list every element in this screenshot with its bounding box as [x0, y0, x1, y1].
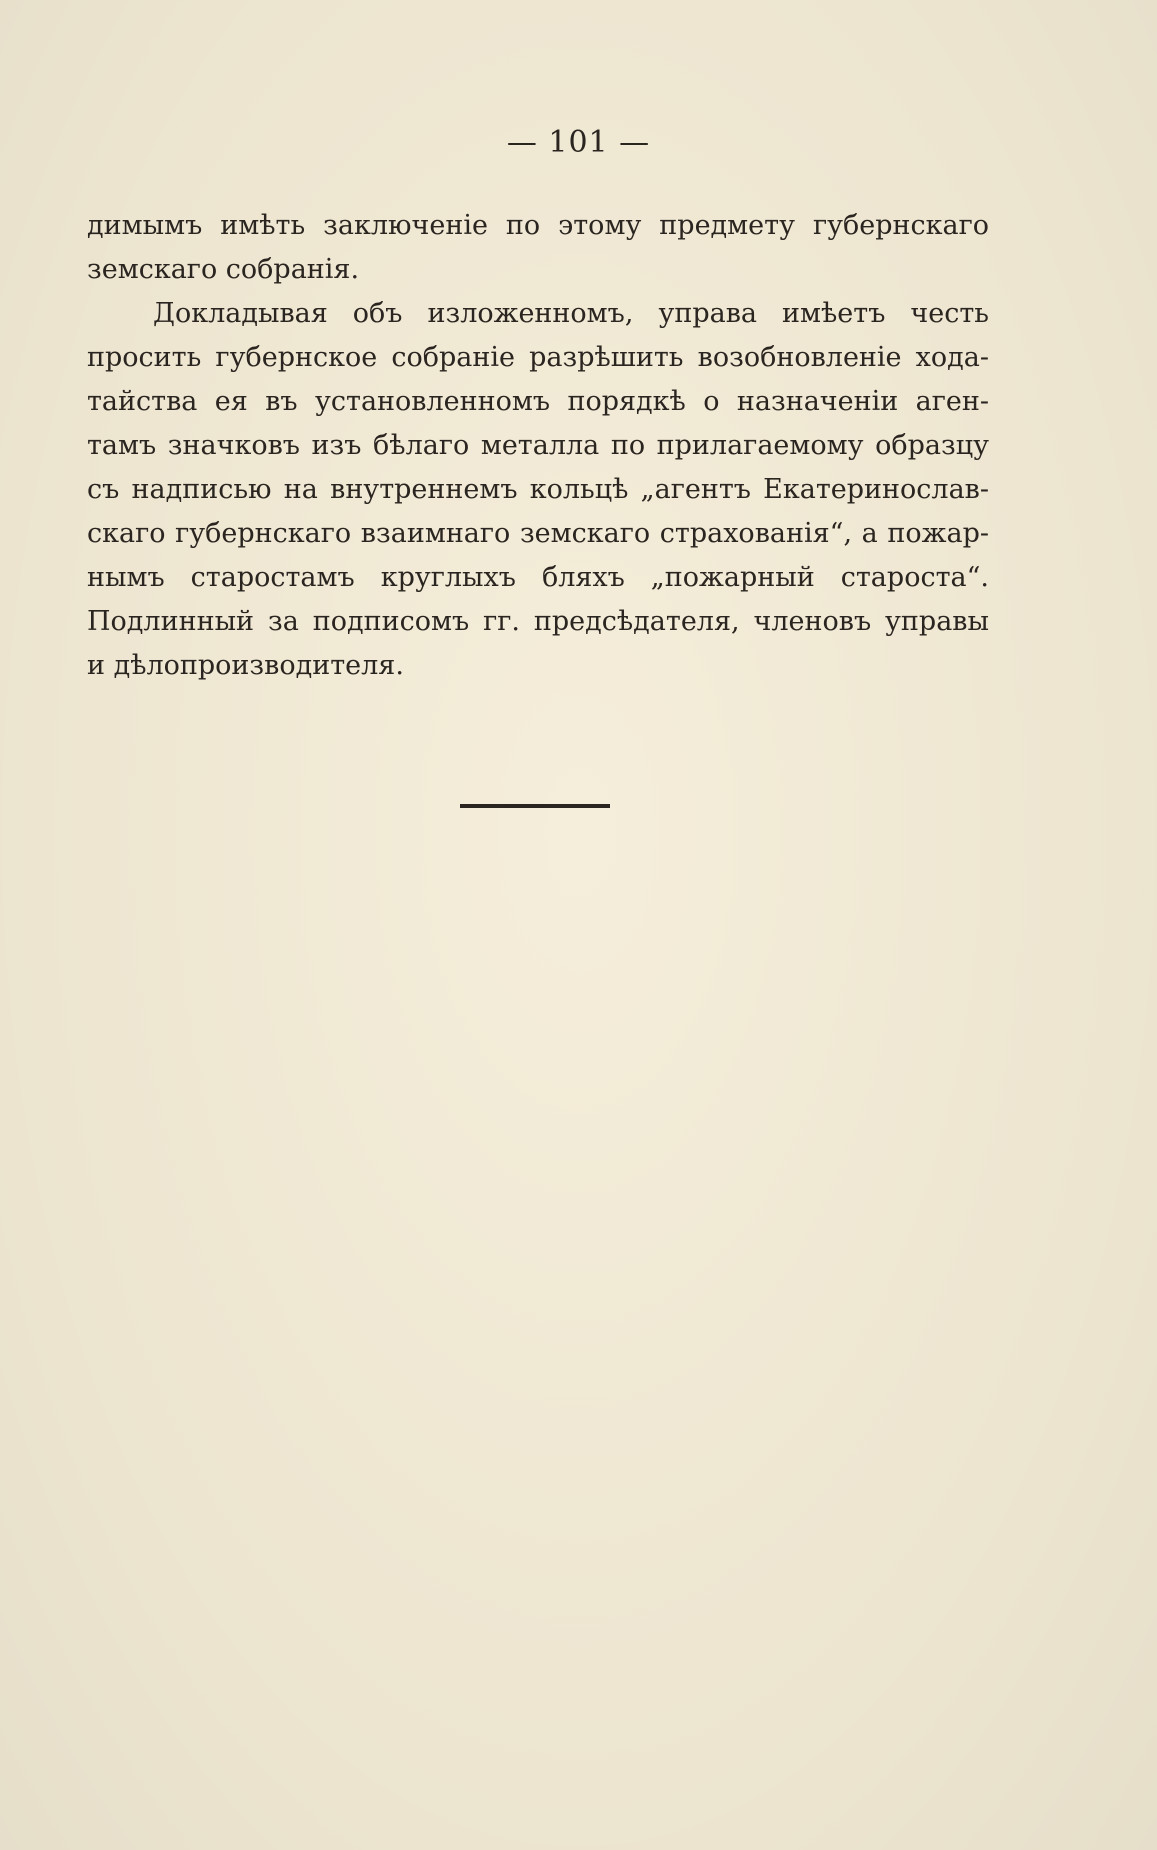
body-text: [87, 204, 989, 688]
text-line: димымъ имѣть заключеніе по этому предмету губернскаго: [87, 210, 989, 241]
text-line: нымъ старостамъ круглыхъ бляхъ „пожарный староста“.: [87, 562, 989, 593]
section-divider: [460, 804, 610, 808]
text-line: тамъ значковъ изъ бѣлаго металла по прилагаемому образцу: [87, 430, 989, 461]
text-line: земскаго собранія.: [87, 254, 360, 285]
text-line: Подлинный за подписомъ гг. предсѣдателя, членовъ управы: [87, 606, 989, 637]
text-line: Докладывая объ изложенномъ, управа имѣетъ честь: [153, 298, 989, 329]
text-line: скаго губернскаго взаимнаго земскаго страхованія“, а пожар-: [87, 518, 989, 549]
text-line: съ надписью на внутреннемъ кольцѣ „агентъ Екатеринослав-: [87, 474, 989, 505]
page-number: — 101 —: [506, 125, 651, 160]
paragraph: [87, 204, 989, 292]
text-line: просить губернское собраніе разрѣшить возобновленіе хода-: [87, 342, 989, 373]
text-line: и дѣлопроизводителя.: [87, 650, 404, 681]
text-line: тайства ея въ установленномъ порядкѣ о назначеніи аген-: [87, 386, 989, 417]
paragraph: [87, 292, 989, 688]
